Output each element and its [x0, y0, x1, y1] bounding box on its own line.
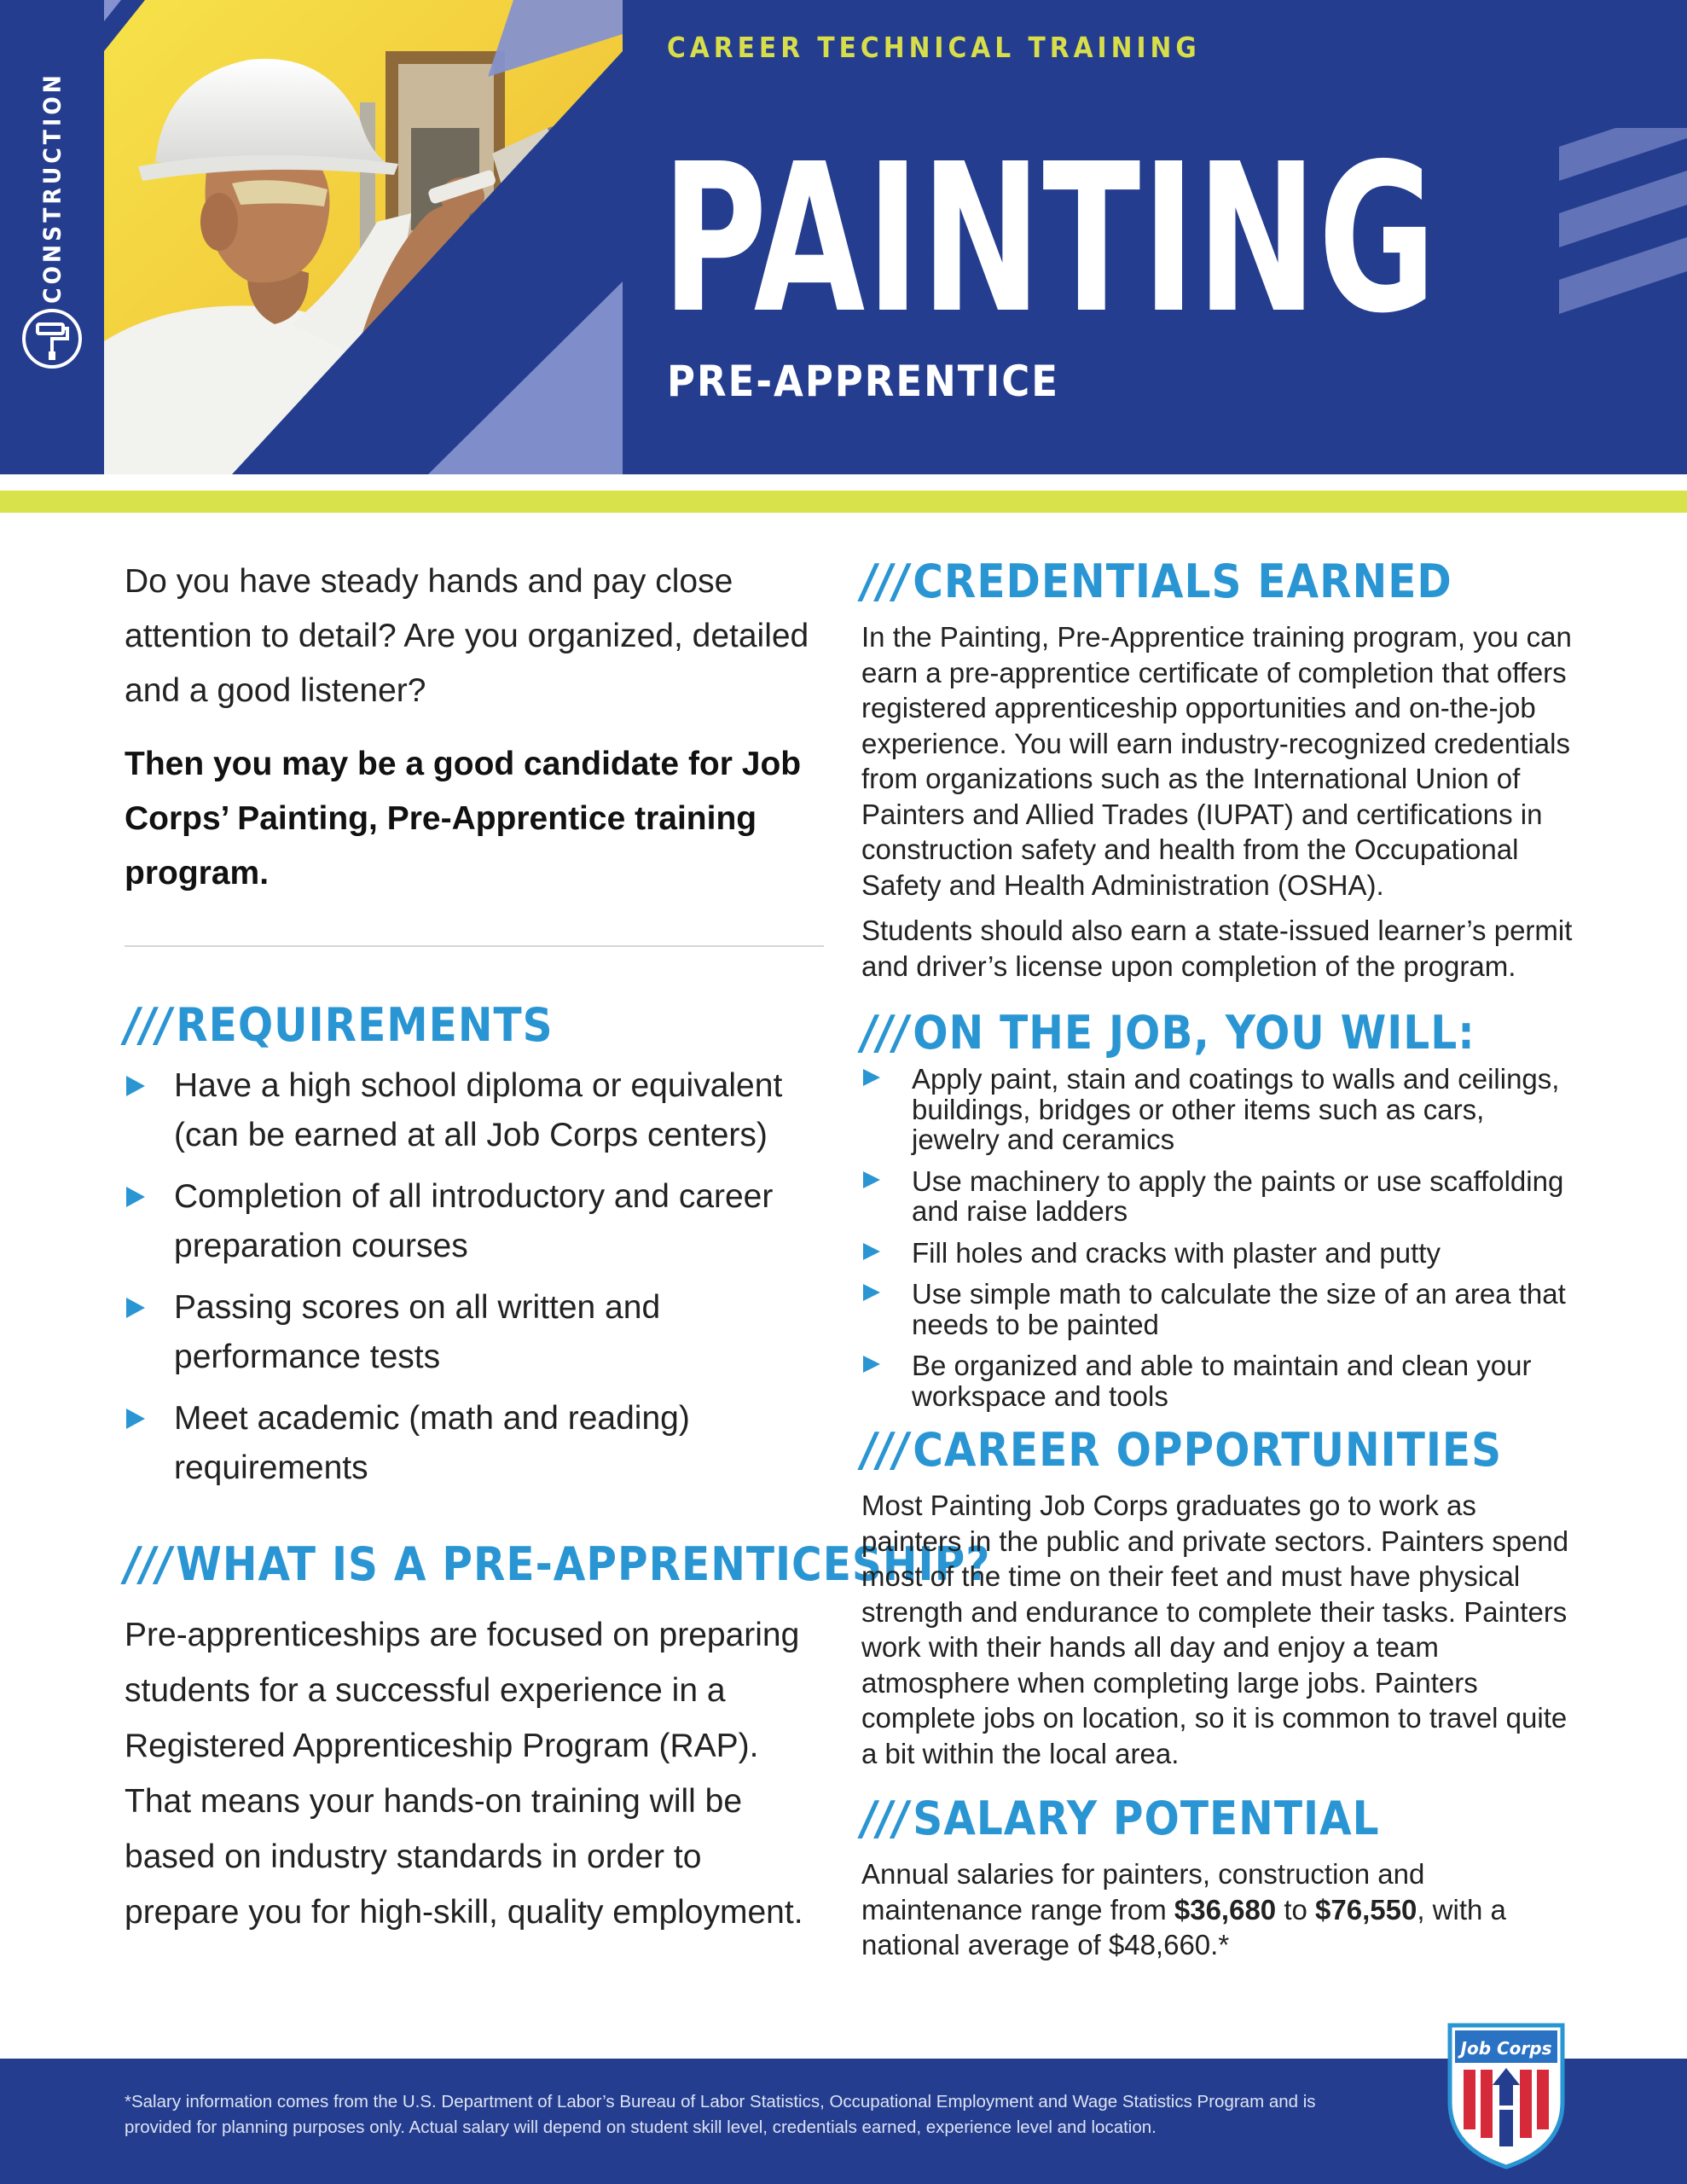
slash-marks: ///: [861, 555, 910, 608]
section-divider: [125, 945, 824, 947]
requirements-list: [125, 1061, 824, 1493]
category-rail: [0, 0, 104, 474]
triangle-bullet-icon: [863, 1356, 880, 1373]
list-item-text: Fill holes and cracks with plaster and putty: [912, 1236, 1441, 1269]
accent-band: [0, 491, 1687, 513]
credentials-heading: [861, 555, 1578, 609]
list-item: [125, 1172, 824, 1271]
right-column: [861, 555, 1578, 1963]
triangle-bullet-icon: [863, 1069, 880, 1086]
heading-text: REQUIREMENTS: [176, 998, 554, 1052]
hero-photo: [104, 0, 623, 474]
job-corps-logo-icon: [1445, 2020, 1568, 2170]
salary-paragraph: [861, 1856, 1578, 1963]
triangle-bullet-icon: [863, 1243, 880, 1260]
intro-callout: Then you may be a good candidate for Job Corps’ Painting, Pre-Apprentice training program.: [125, 746, 802, 892]
list-item: [861, 1350, 1578, 1411]
heading-text: WHAT IS A PRE-APPRENTICESHIP?: [176, 1537, 991, 1591]
list-item: [861, 1064, 1578, 1155]
heading-text: CAREER OPPORTUNITIES: [913, 1423, 1503, 1477]
list-item: [125, 1061, 824, 1160]
salary-footnote: *Salary information comes from the U.S. Department of Labor’s Bureau of Labor Statistics, Occupational Employment and Wage Statistics Program and is provided for planning purposes only. Actual salary will depend on student skill level, credentials earned, experience level and location.: [125, 2092, 1316, 2137]
preapprenticeship-body: Pre-apprenticeships are focused on preparing students for a successful experience in a Registered Apprenticeship Program (RAP). That means your hands-on training will be based on industry standards in order to prepare you for high-skill, quality employment.: [125, 1617, 803, 1931]
list-item-text: Use simple math to calculate the size of an area that needs to be painted: [912, 1278, 1566, 1340]
triangle-bullet-icon: [126, 1298, 145, 1318]
heading-text: CREDENTIALS EARNED: [913, 555, 1452, 608]
header-banner: [0, 0, 1687, 474]
slash-marks: ///: [861, 1792, 910, 1845]
on-the-job-heading: [861, 1006, 1578, 1060]
salary-heading: [861, 1792, 1578, 1846]
painter-illustration: [104, 0, 623, 474]
decorative-stripes: [1559, 128, 1687, 341]
logo-text: Job Corps: [1460, 2038, 1552, 2059]
credentials-paragraph-2: Students should also earn a state-issued learner’s permit and driver’s license upon completion of the program.: [861, 915, 1573, 982]
triangle-bullet-icon: [126, 1187, 145, 1207]
eyebrow-label: CAREER TECHNICAL TRAINING: [667, 31, 1201, 64]
page-title: PAINTING: [662, 119, 1438, 358]
on-the-job-list: [861, 1064, 1578, 1411]
career-paragraph: Most Painting Job Corps graduates go to work as painters in the public and private sectors. Painters spend most of the time on their feet and must have physical strength and endurance to complete their tasks. Painters work with their hands all day and enjoy a team atmosphere when completing large jobs. Painters complete jobs on location, so it is common to travel quite a bit within the local area.: [861, 1490, 1569, 1769]
salary-text-after: , with a national average of $48,660.*: [861, 1893, 1506, 1960]
triangle-bullet-icon: [863, 1284, 880, 1301]
salary-high: $76,550: [1315, 1893, 1417, 1926]
slash-marks: ///: [125, 1537, 173, 1591]
list-item-text: Completion of all introductory and career preparation courses: [174, 1178, 774, 1264]
category-label: CONSTRUCTION: [38, 72, 67, 304]
triangle-bullet-icon: [126, 1409, 145, 1429]
left-column: [125, 555, 991, 1940]
list-item-text: Use machinery to apply the paints or use scaffolding and raise ladders: [912, 1165, 1564, 1227]
list-item-text: Have a high school diploma or equivalent (can be earned at all Job Corps centers): [174, 1067, 783, 1153]
slash-marks: ///: [861, 1006, 910, 1060]
triangle-bullet-icon: [863, 1171, 880, 1188]
slash-marks: ///: [125, 998, 173, 1052]
slash-marks: ///: [861, 1423, 910, 1477]
list-item-text: Apply paint, stain and coatings to walls and ceilings, buildings, bridges or other items such as cars, jewelry and ceramics: [912, 1063, 1560, 1155]
list-item-text: Meet academic (math and reading) requirements: [174, 1400, 690, 1486]
salary-text-before: Annual salaries for painters, construction and maintenance range from: [861, 1858, 1425, 1926]
list-item: [861, 1279, 1578, 1339]
list-item: [861, 1166, 1578, 1227]
list-item-text: Passing scores on all written and performance tests: [174, 1289, 661, 1375]
intro-question: Do you have steady hands and pay close attention to detail? Are you organized, detailed and a good listener?: [125, 563, 809, 709]
credentials-paragraph-1: In the Painting, Pre-Apprentice training program, you can earn a pre-apprentice certificate of completion that offers registered apprenticeship opportunities and on-the-job experience. You will earn industry-recognized credentials from organizations such as the International Union of Painters and Allied Trades (IUPAT) and certifications in construction safety and health from the Occupational Safety and Health Administration (OSHA).: [861, 621, 1572, 901]
footer-bar: [0, 2059, 1687, 2184]
salary-low: $36,680: [1174, 1893, 1277, 1926]
page-subtitle: PRE-APPRENTICE: [667, 357, 1059, 406]
preapprenticeship-heading: [125, 1537, 991, 1592]
triangle-bullet-icon: [126, 1076, 145, 1096]
heading-text: ON THE JOB, YOU WILL:: [913, 1006, 1475, 1060]
list-item: [125, 1394, 824, 1493]
heading-text: SALARY POTENTIAL: [913, 1792, 1380, 1845]
salary-text-mid: to: [1276, 1893, 1316, 1926]
paint-roller-icon: [20, 307, 84, 370]
list-item: [861, 1238, 1578, 1269]
career-heading: [861, 1423, 1578, 1478]
requirements-heading: [125, 998, 824, 1053]
list-item: [125, 1283, 824, 1382]
list-item-text: Be organized and able to maintain and clean your workspace and tools: [912, 1350, 1532, 1412]
